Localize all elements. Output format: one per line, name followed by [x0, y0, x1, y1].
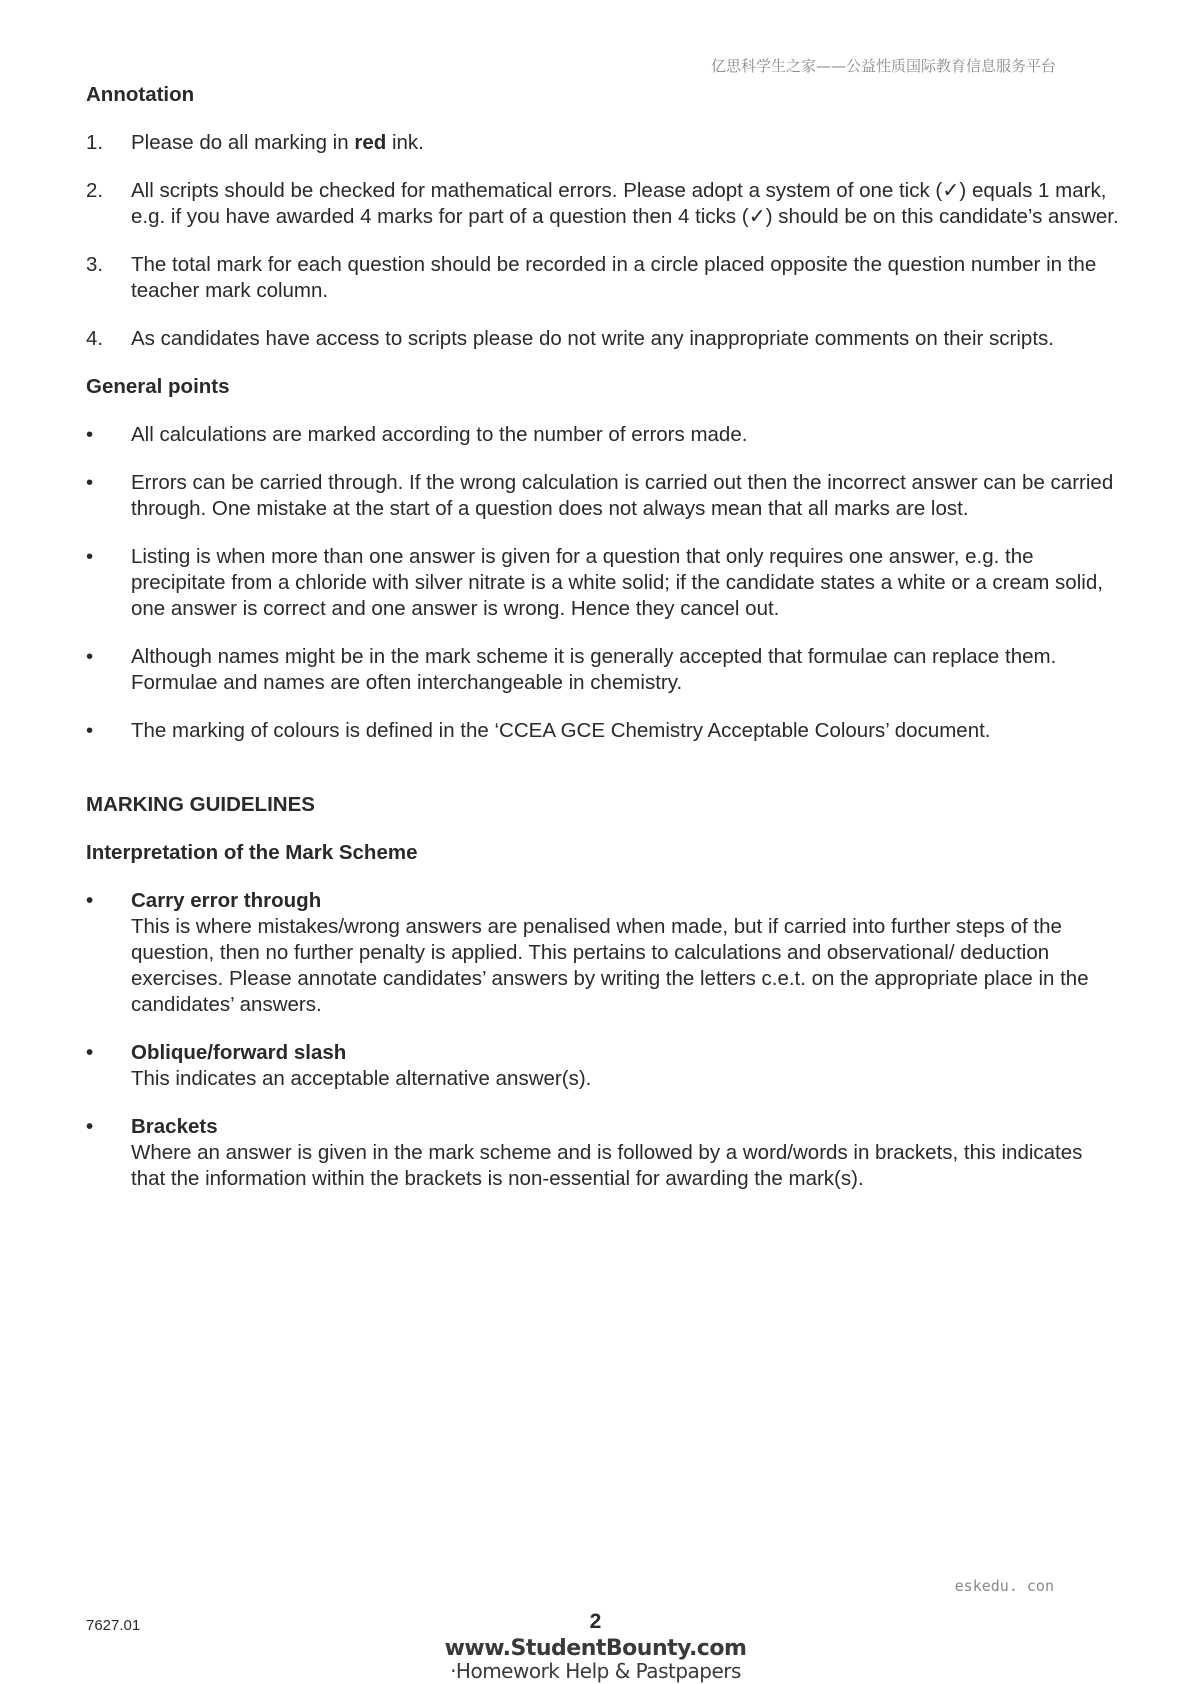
guideline-text: This indicates an acceptable alternative answer(s).: [131, 1067, 592, 1090]
item-number: 1.: [86, 131, 104, 154]
guideline-body: [131, 1040, 1121, 1092]
item-text: [131, 130, 1121, 156]
guideline-body: [131, 1114, 1121, 1192]
item-text: Listing is when more than one answer is given for a question that only requires one answer, e.g. the precipitate from a chloride with silver nitrate is a white solid; if the candidate states a white or a cream solid, one answer is correct and one answer is wrong. Hence they cancel out.: [131, 545, 1103, 620]
bullet: •: [86, 545, 94, 568]
paper-code: 7627.01: [86, 1617, 141, 1634]
general-point-item: [86, 470, 1121, 522]
guideline-body: [131, 888, 1121, 1018]
logo-line-2: ·Homework Help & Pastpapers: [450, 1659, 741, 1683]
guideline-text: This is where mistakes/wrong answers are penalised when made, but if carried into further steps of the question, then no further penalty is applied. This pertains to calculations and observational/ deduction exercises. Please annotate candidates’ answers by writing the letters c.e.t. on the appropriate place in the candidates’ answers.: [131, 915, 1089, 1016]
bullet: •: [86, 645, 94, 668]
item-number: 4.: [86, 327, 104, 350]
item-number: 3.: [86, 253, 104, 276]
item-text-post: ink.: [386, 131, 424, 154]
general-point-item: [86, 718, 1121, 744]
guideline-title: Carry error through: [131, 889, 322, 912]
item-text: Although names might be in the mark scheme it is generally accepted that formulae can replace them. Formulae and names are often interchangeable in chemistry.: [131, 645, 1057, 694]
general-point-item: [86, 422, 1121, 448]
item-text-pre: Please do all marking in: [131, 131, 355, 154]
header-watermark: 亿思科学生之家——公益性质国际教育信息服务平台: [710, 57, 1056, 75]
bullet: •: [86, 471, 94, 494]
item-text: The marking of colours is defined in the ‘CCEA GCE Chemistry Acceptable Colours’ document.: [131, 719, 991, 742]
item-text: All calculations are marked according to the number of errors made.: [131, 423, 748, 446]
guideline-item: [86, 1114, 1121, 1192]
mark-scheme-subheading: Interpretation of the Mark Scheme: [86, 841, 418, 864]
annotation-item: [86, 130, 1121, 156]
logo-line-1: www.StudentBounty.com: [444, 1636, 747, 1661]
guideline-title: Oblique/forward slash: [131, 1041, 347, 1064]
bullet: •: [86, 719, 94, 742]
bullet: •: [86, 423, 94, 446]
annotation-heading: Annotation: [86, 83, 195, 106]
item-number: 2.: [86, 179, 104, 202]
general-point-item: [86, 644, 1121, 696]
annotation-item: [86, 326, 1121, 352]
bullet: •: [86, 1041, 94, 1064]
guideline-item: [86, 1040, 1121, 1092]
site-watermark: eskedu. con: [954, 1577, 1054, 1595]
item-text: Errors can be carried through. If the wrong calculation is carried out then the incorrect answer can be carried through. One mistake at the start of a question does not always mean that all marks are lost.: [131, 471, 1114, 520]
annotation-item: [86, 178, 1121, 230]
marking-guidelines-heading: MARKING GUIDELINES: [86, 793, 315, 816]
guideline-item: [86, 888, 1121, 1018]
item-text-bold: red: [354, 131, 387, 154]
page-number: 2: [589, 1610, 602, 1633]
guideline-title: Brackets: [131, 1115, 218, 1138]
bullet: •: [86, 889, 94, 912]
item-text: All scripts should be checked for mathematical errors. Please adopt a system of one tick (✓) equals 1 mark, e.g. if you have awarded 4 marks for part of a question then 4 ticks (✓) should be on this candidate’s answer.: [131, 179, 1119, 228]
guideline-text: Where an answer is given in the mark scheme and is followed by a word/words in brackets, this indicates that the information within the brackets is non-essential for awarding the mark(s).: [131, 1141, 1083, 1190]
item-text: The total mark for each question should be recorded in a circle placed opposite the question number in the teacher mark column.: [131, 253, 1097, 302]
annotation-item: [86, 252, 1121, 304]
general-point-item: [86, 544, 1121, 622]
studentbounty-logo: [0, 1638, 1191, 1682]
item-text: As candidates have access to scripts please do not write any inappropriate comments on their scripts.: [131, 327, 1054, 350]
main-content: [86, 82, 1121, 1192]
bullet: •: [86, 1115, 94, 1138]
general-points-heading: General points: [86, 375, 230, 398]
